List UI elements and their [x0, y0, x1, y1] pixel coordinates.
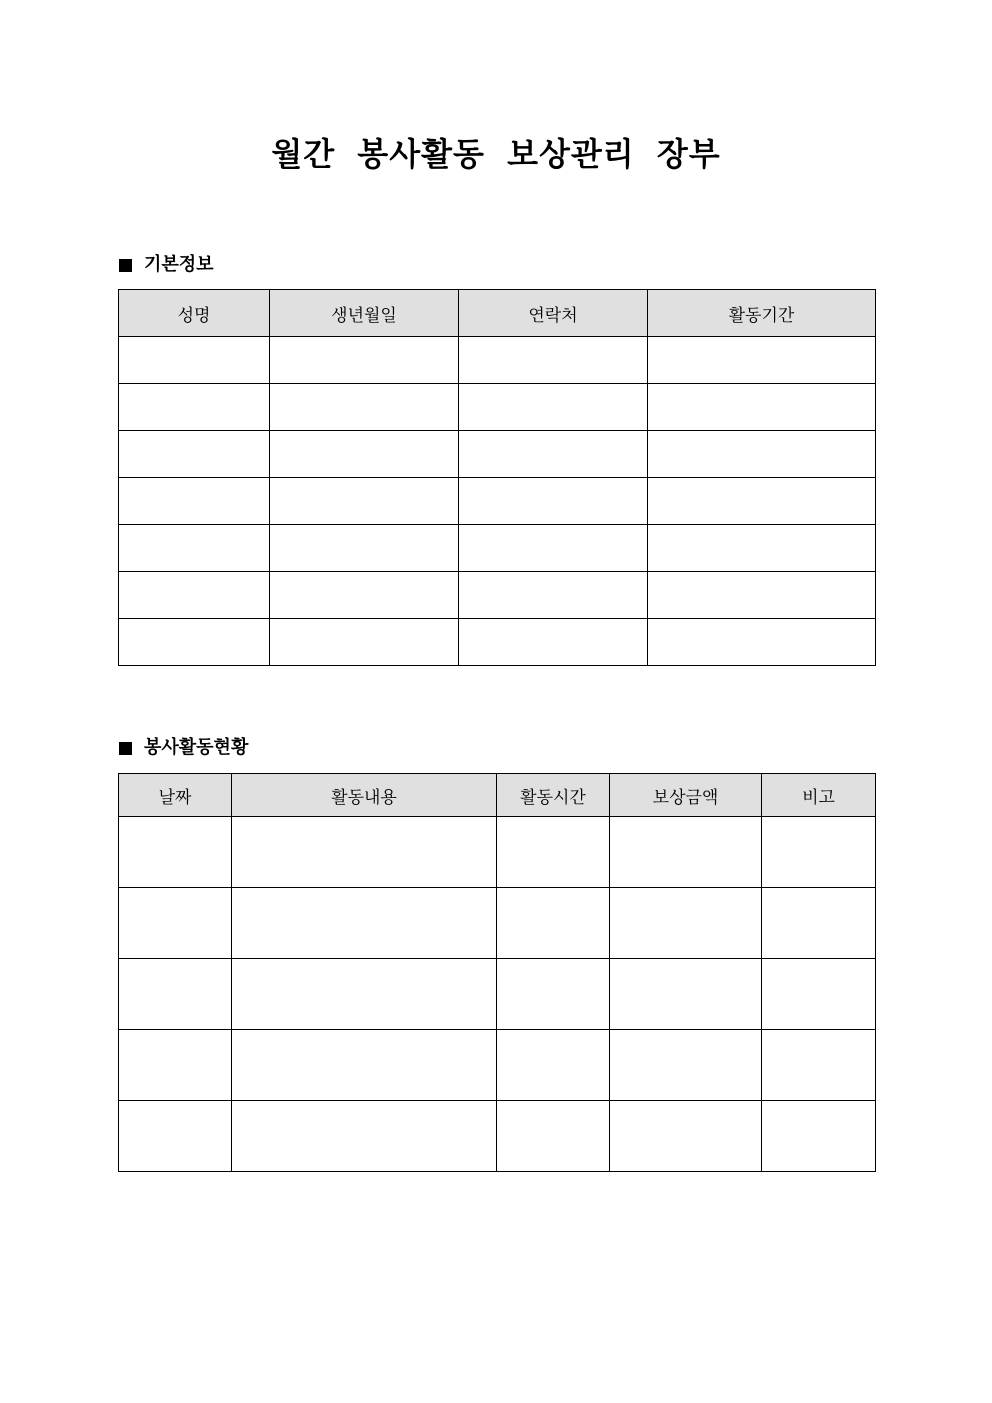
table-cell[interactable]	[762, 959, 876, 1030]
table-cell[interactable]	[270, 337, 459, 384]
table-cell[interactable]	[119, 959, 232, 1030]
table-row	[119, 1101, 876, 1172]
table-cell[interactable]	[119, 572, 270, 619]
table-cell[interactable]	[762, 1101, 876, 1172]
table-cell[interactable]	[648, 525, 876, 572]
table-cell[interactable]	[459, 525, 648, 572]
table-cell[interactable]	[232, 959, 497, 1030]
table-cell[interactable]	[497, 1101, 610, 1172]
table-cell[interactable]	[119, 478, 270, 525]
square-bullet-icon	[119, 259, 132, 272]
table-cell[interactable]	[119, 525, 270, 572]
table-cell[interactable]	[119, 431, 270, 478]
table-row	[119, 959, 876, 1030]
table-row	[119, 478, 876, 525]
table-cell[interactable]	[119, 817, 232, 888]
section-heading-activity-status	[119, 736, 248, 760]
basic-info-table	[118, 289, 876, 666]
table-cell[interactable]	[232, 888, 497, 959]
table-cell[interactable]	[459, 384, 648, 431]
table-cell[interactable]	[232, 1030, 497, 1101]
table-cell[interactable]	[648, 478, 876, 525]
table-cell[interactable]	[459, 431, 648, 478]
table-cell[interactable]	[648, 337, 876, 384]
column-header-activity-period: 활동기간	[648, 290, 876, 337]
table-row	[119, 817, 876, 888]
table-cell[interactable]	[610, 959, 762, 1030]
square-bullet-icon	[119, 742, 132, 755]
section-heading-basic-info	[119, 253, 214, 277]
table-cell[interactable]	[497, 817, 610, 888]
table-row	[119, 888, 876, 959]
table-cell[interactable]	[497, 888, 610, 959]
table-cell[interactable]	[270, 478, 459, 525]
table-row	[119, 572, 876, 619]
table-cell[interactable]	[119, 384, 270, 431]
table-cell[interactable]	[270, 619, 459, 666]
table-row	[119, 619, 876, 666]
table-cell[interactable]	[459, 478, 648, 525]
table-cell[interactable]	[119, 619, 270, 666]
column-header-date: 날짜	[119, 774, 232, 817]
table-cell[interactable]	[270, 525, 459, 572]
column-header-activity-content: 활동내용	[232, 774, 497, 817]
table-cell[interactable]	[459, 619, 648, 666]
activity-status-table	[118, 773, 876, 1172]
column-header-reward-amount: 보상금액	[610, 774, 762, 817]
table-row	[119, 1030, 876, 1101]
table-cell[interactable]	[762, 1030, 876, 1101]
column-header-birthdate: 생년월일	[270, 290, 459, 337]
table-cell[interactable]	[232, 817, 497, 888]
table-header-row	[119, 774, 876, 817]
table-header-row	[119, 290, 876, 337]
table-cell[interactable]	[648, 572, 876, 619]
table-cell[interactable]	[119, 1030, 232, 1101]
table-cell[interactable]	[497, 959, 610, 1030]
table-cell[interactable]	[270, 572, 459, 619]
table-cell[interactable]	[119, 888, 232, 959]
table-cell[interactable]	[610, 1030, 762, 1101]
table-cell[interactable]	[270, 431, 459, 478]
table-cell[interactable]	[610, 817, 762, 888]
table-row	[119, 337, 876, 384]
document-title: 월간 봉사활동 보상관리 장부	[271, 135, 721, 173]
section-heading-label: 기본정보	[144, 254, 214, 275]
table-row	[119, 431, 876, 478]
table-cell[interactable]	[610, 1101, 762, 1172]
table-cell[interactable]	[119, 337, 270, 384]
table-cell[interactable]	[497, 1030, 610, 1101]
column-header-contact: 연락처	[459, 290, 648, 337]
table-cell[interactable]	[270, 384, 459, 431]
column-header-remarks: 비고	[762, 774, 876, 817]
table-cell[interactable]	[610, 888, 762, 959]
table-cell[interactable]	[232, 1101, 497, 1172]
table-cell[interactable]	[762, 888, 876, 959]
table-cell[interactable]	[119, 1101, 232, 1172]
table-row	[119, 384, 876, 431]
table-cell[interactable]	[648, 619, 876, 666]
table-cell[interactable]	[762, 817, 876, 888]
table-cell[interactable]	[648, 384, 876, 431]
table-cell[interactable]	[459, 572, 648, 619]
section-heading-label: 봉사활동현황	[144, 737, 249, 758]
table-cell[interactable]	[648, 431, 876, 478]
column-header-activity-hours: 활동시간	[497, 774, 610, 817]
column-header-name: 성명	[119, 290, 270, 337]
table-cell[interactable]	[459, 337, 648, 384]
table-row	[119, 525, 876, 572]
